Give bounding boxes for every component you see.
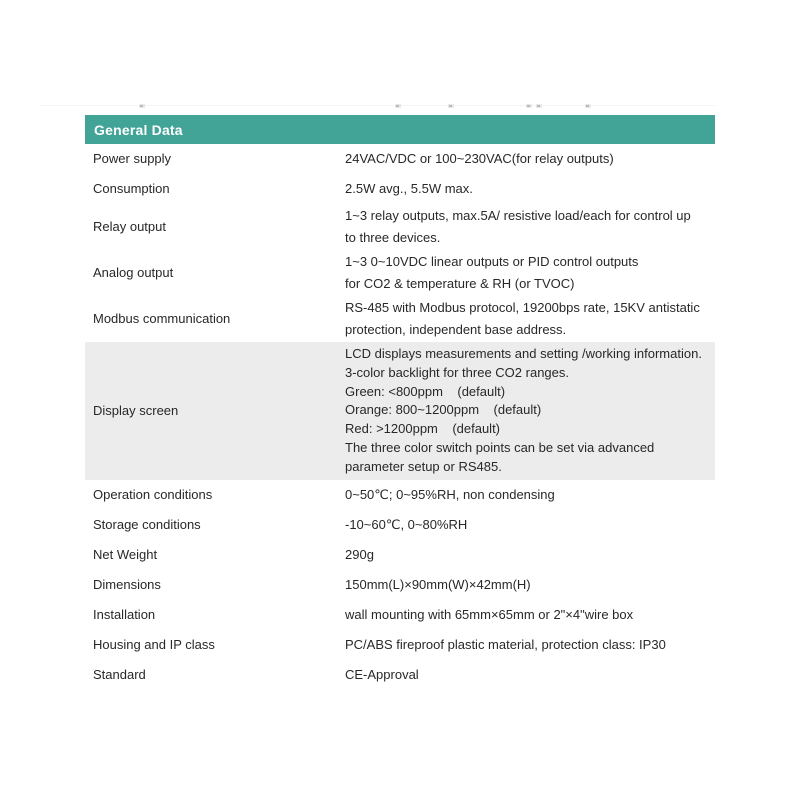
spec-value-line: parameter setup or RS485. xyxy=(345,458,502,474)
cropped-text-remnant xyxy=(536,104,542,108)
spec-label: Dimensions xyxy=(93,576,161,592)
spec-label: Storage conditions xyxy=(93,516,201,532)
spec-row xyxy=(85,510,715,540)
cropped-text-remnant xyxy=(526,104,532,108)
spec-label: Relay output xyxy=(93,219,166,234)
spec-value-line: protection, independent base address. xyxy=(345,322,567,337)
spec-row xyxy=(85,540,715,570)
spec-row xyxy=(85,204,715,250)
spec-value-line: Orange: 800~1200ppm (default) xyxy=(345,402,542,418)
spec-value xyxy=(345,148,715,170)
spec-value xyxy=(345,297,715,341)
spec-value-line: for CO2 & temperature & RH (or TVOC) xyxy=(345,276,575,291)
spec-label: Modbus communication xyxy=(93,311,231,326)
general-data-spec-table xyxy=(85,115,715,690)
spec-value-line: Green: <800ppm (default) xyxy=(345,383,506,399)
spec-label: Display screen xyxy=(93,402,179,418)
spec-value-line: -10~60℃, 0~80%RH xyxy=(345,516,468,532)
spec-value-line: 150mm(L)×90mm(W)×42mm(H) xyxy=(345,576,531,592)
spec-value xyxy=(345,544,715,566)
spec-value-line: PC/ABS fireproof plastic material, protection class: IP30 xyxy=(345,636,666,652)
spec-row xyxy=(85,600,715,630)
spec-value-line: 0~50℃; 0~95%RH, non condensing xyxy=(345,486,555,502)
spec-label: Power supply xyxy=(93,151,172,166)
spec-value xyxy=(345,205,715,249)
spec-row xyxy=(85,570,715,600)
spec-value-line: The three color switch points can be set via advanced xyxy=(345,439,655,455)
spec-value-line: 3-color backlight for three CO2 ranges. xyxy=(345,364,569,380)
spec-row xyxy=(85,296,715,342)
cropped-text-remnant xyxy=(585,104,591,108)
spec-value-line: 1~3 relay outputs, max.5A/ resistive load/each for control up xyxy=(345,208,691,223)
spec-value-line: 290g xyxy=(345,546,374,562)
spec-row xyxy=(85,630,715,660)
spec-value-line: 2.5W avg., 5.5W max. xyxy=(345,181,473,196)
spec-label: Standard xyxy=(93,666,146,682)
spec-value-line: 1~3 0~10VDC linear outputs or PID control outputs xyxy=(345,254,639,269)
spec-value xyxy=(345,664,715,686)
spec-value xyxy=(345,634,715,656)
spec-value-line: to three devices. xyxy=(345,230,441,245)
spec-value xyxy=(345,345,715,477)
cropped-text-remnant xyxy=(395,104,401,108)
spec-row xyxy=(85,174,715,204)
cropped-text-remnant xyxy=(448,104,454,108)
spec-value-line: RS-485 with Modbus protocol, 19200bps rate, 15KV antistatic xyxy=(345,300,700,315)
spec-row xyxy=(85,250,715,296)
spec-value-line: wall mounting with 65mm×65mm or 2"×4"wire box xyxy=(345,606,634,622)
cropped-text-remnant xyxy=(139,104,145,108)
spec-row xyxy=(85,660,715,690)
spec-value-line: 24VAC/VDC or 100~230VAC(for relay outputs) xyxy=(345,151,614,166)
spec-label: Housing and IP class xyxy=(93,636,215,652)
spec-table-body xyxy=(85,144,715,690)
spec-value-line: CE-Approval xyxy=(345,666,419,682)
spec-label: Operation conditions xyxy=(93,486,213,502)
spec-value xyxy=(345,604,715,626)
spec-value xyxy=(345,574,715,596)
spec-value xyxy=(345,514,715,536)
spec-label: Analog output xyxy=(93,265,174,280)
spec-label: Net Weight xyxy=(93,546,158,562)
section-title: General Data xyxy=(94,121,183,138)
spec-value xyxy=(345,484,715,506)
spec-label: Consumption xyxy=(93,181,170,196)
spec-row xyxy=(85,342,715,480)
spec-row xyxy=(85,144,715,174)
spec-value xyxy=(345,251,715,295)
spec-label: Installation xyxy=(93,606,156,622)
spec-value-line: Red: >1200ppm (default) xyxy=(345,421,501,437)
spec-value xyxy=(345,178,715,200)
section-header xyxy=(85,115,715,144)
spec-value-line: LCD displays measurements and setting /working information. xyxy=(345,346,702,361)
spec-row xyxy=(85,480,715,510)
